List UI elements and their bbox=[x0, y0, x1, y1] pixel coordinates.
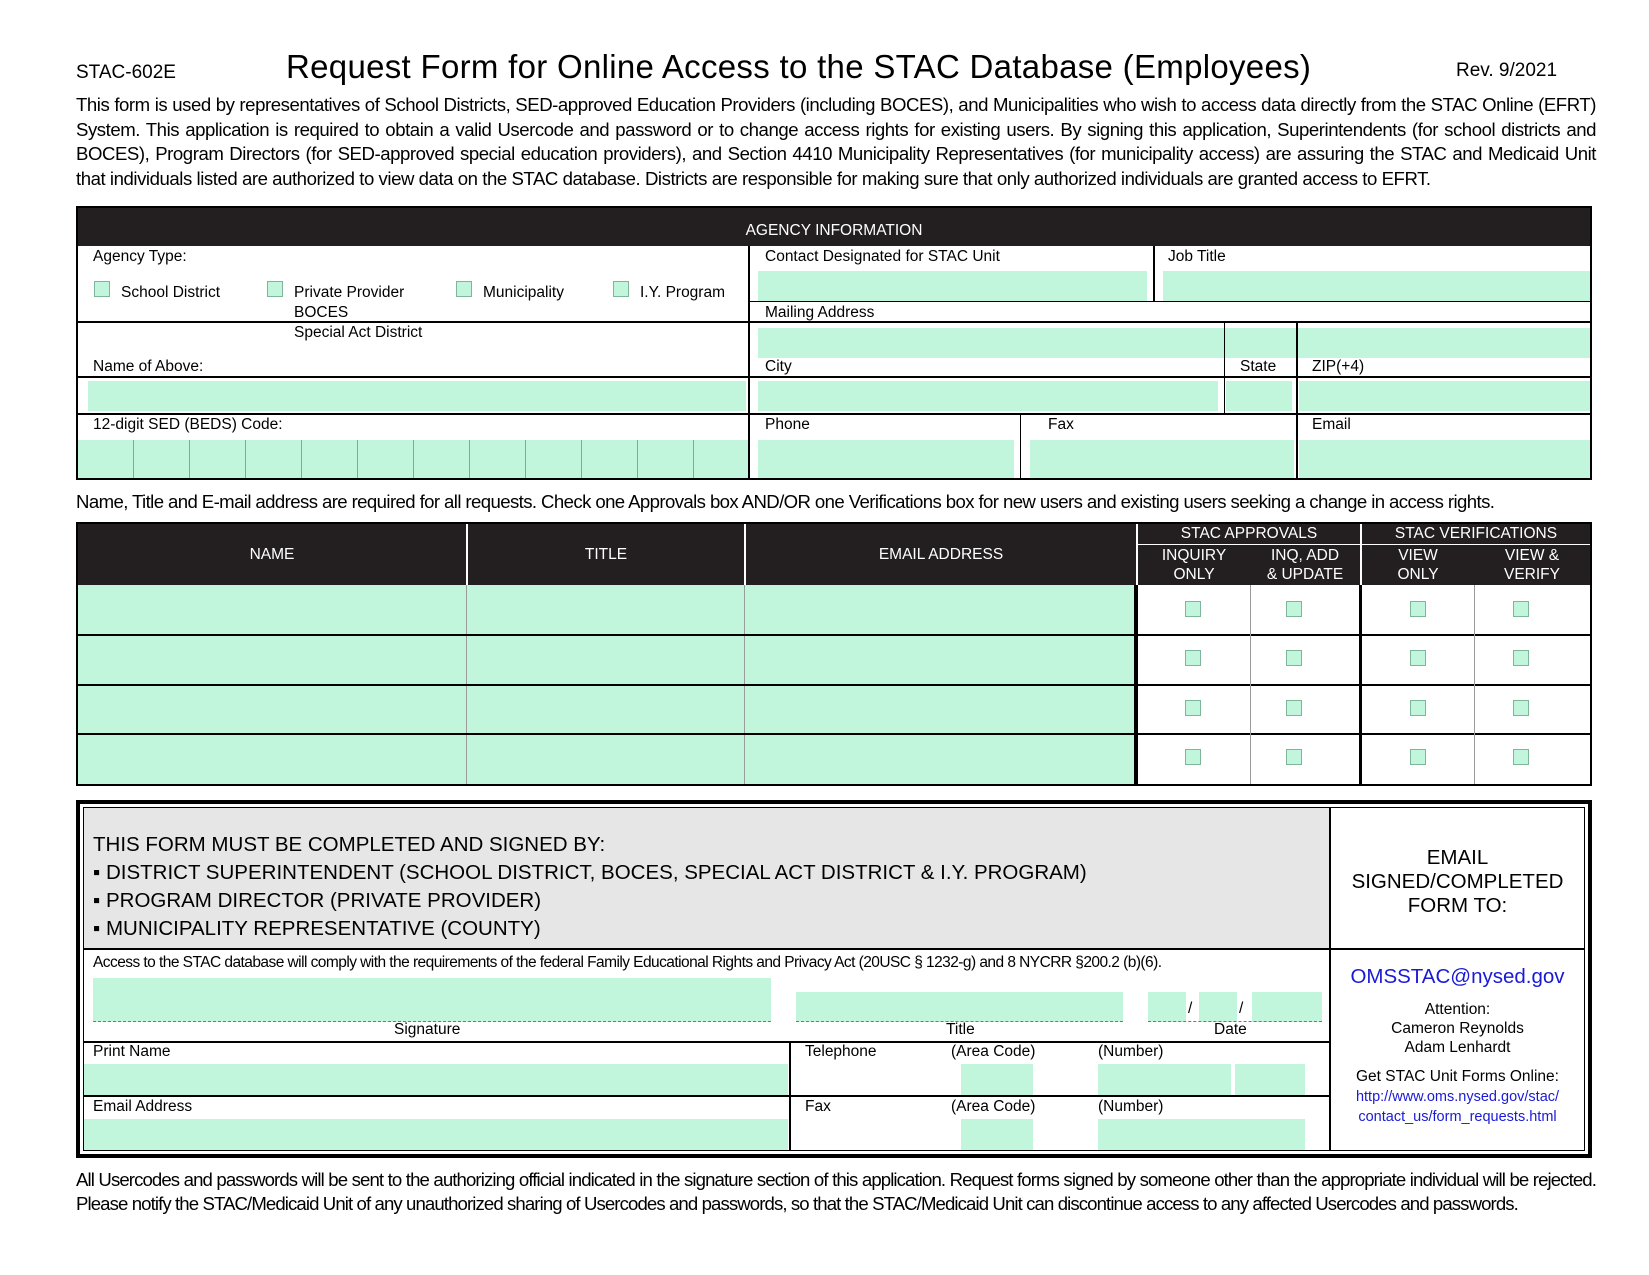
divider bbox=[748, 246, 750, 480]
name-of-above-field[interactable] bbox=[88, 381, 746, 411]
user-name-input[interactable] bbox=[78, 636, 466, 684]
date-day-field[interactable] bbox=[1199, 992, 1237, 1022]
print-name-label: Print Name bbox=[93, 1043, 171, 1060]
date-label: Date bbox=[1214, 1021, 1247, 1038]
job-title-field[interactable] bbox=[1163, 271, 1590, 301]
name-of-above-label: Name of Above: bbox=[93, 358, 204, 375]
col-header-inquiry: INQUIRY ONLY bbox=[1161, 547, 1227, 583]
fax-number-field[interactable] bbox=[1098, 1119, 1305, 1150]
contact-label: Contact Designated for STAC Unit bbox=[765, 248, 1000, 265]
inquiry-only-checkbox[interactable] bbox=[1185, 749, 1201, 765]
telephone-area-code-field[interactable] bbox=[961, 1064, 1033, 1095]
table-row bbox=[78, 585, 1590, 634]
number-label: (Number) bbox=[1098, 1098, 1164, 1115]
col-header-title: TITLE bbox=[584, 546, 628, 563]
user-title-input[interactable] bbox=[467, 636, 744, 684]
user-name-input[interactable] bbox=[78, 686, 466, 733]
user-email-input[interactable] bbox=[745, 585, 1134, 634]
attention-label: Attention: bbox=[1424, 1001, 1491, 1018]
view-verify-checkbox[interactable] bbox=[1513, 749, 1529, 765]
municipality-checkbox[interactable] bbox=[456, 281, 472, 297]
divider bbox=[750, 301, 1590, 302]
divider bbox=[1296, 323, 1298, 478]
signature-section bbox=[76, 800, 1592, 1158]
forms-online-label: Get STAC Unit Forms Online: bbox=[1356, 1068, 1559, 1085]
inq-add-update-checkbox[interactable] bbox=[1286, 650, 1302, 666]
divider bbox=[1020, 415, 1021, 478]
date-year-field[interactable] bbox=[1252, 992, 1322, 1022]
city-field[interactable] bbox=[758, 381, 1218, 411]
intro-paragraph: This form is used by representatives of School Districts, SED-approved Education Providers (including BOCES), and Municipalities who wish to access data directly from the STAC Online (EFRT) System. This application is required to obtain a valid Usercode and password or to change access rights for existing users. By signing this application, Superintendents (for school districts and BOCES), Program Directors (for SED-approved special education providers), and Section 4410 Municipality Representatives (for municipality access) are assuring the STAC and Medicaid Unit that individuals listed are authorized to view data on the STAC database. Districts are responsible for making sure that only authorized individuals are granted access to EFRT. bbox=[76, 94, 1596, 189]
school-district-label: School District bbox=[121, 284, 221, 301]
beds-code-digits[interactable] bbox=[78, 440, 748, 478]
email-to-heading: EMAIL SIGNED/COMPLETED FORM TO: bbox=[1351, 846, 1564, 917]
view-only-checkbox[interactable] bbox=[1410, 700, 1426, 716]
col-header-view-only: VIEW ONLY bbox=[1397, 547, 1439, 583]
fax-field[interactable] bbox=[1030, 440, 1294, 478]
divider bbox=[78, 413, 1590, 415]
table-row bbox=[78, 636, 1590, 684]
view-only-checkbox[interactable] bbox=[1410, 650, 1426, 666]
date-separator: / bbox=[1239, 1000, 1244, 1017]
user-email-input[interactable] bbox=[745, 636, 1134, 684]
divider bbox=[1153, 246, 1155, 302]
contact-field[interactable] bbox=[758, 271, 1147, 301]
user-name-input[interactable] bbox=[78, 585, 466, 634]
private-provider-checkbox[interactable] bbox=[267, 281, 283, 297]
must-sign-heading: THIS FORM MUST BE COMPLETED AND SIGNED BY: bbox=[93, 833, 606, 856]
number-label: (Number) bbox=[1098, 1043, 1164, 1060]
phone-label: Phone bbox=[765, 416, 810, 433]
email-label: Email bbox=[1312, 416, 1351, 433]
form-code: STAC-602E bbox=[76, 62, 176, 83]
view-verify-checkbox[interactable] bbox=[1513, 601, 1529, 617]
phone-field[interactable] bbox=[758, 440, 1014, 478]
form-title: Request Form for Online Access to the STAC Database (Employees) bbox=[286, 48, 1312, 85]
divider bbox=[78, 376, 1590, 378]
zip-label: ZIP(+4) bbox=[1312, 358, 1365, 375]
iy-program-checkbox[interactable] bbox=[613, 281, 629, 297]
forms-url-link[interactable]: http://www.oms.nysed.gov/stac/ contact_us/form_requests.html bbox=[1355, 1089, 1560, 1125]
inquiry-only-checkbox[interactable] bbox=[1185, 601, 1201, 617]
telephone-label: Telephone bbox=[805, 1043, 877, 1060]
agency-information-section bbox=[76, 206, 1592, 480]
zip-field[interactable] bbox=[1299, 381, 1590, 411]
footer-notice: All Usercodes and passwords will be sent to the authorizing official indicated in the signature section of this application. Request forms signed by someone other than the appropriate individual will be rejected. Please notify the STAC/Medicaid Unit of any unauthorized sharing of Usercodes and passwords, so that the STAC/Medicaid Unit can discontinue access to any affected Usercodes and passwords. bbox=[76, 1169, 1596, 1214]
title-label: Title bbox=[946, 1021, 975, 1038]
col-header-name: NAME bbox=[249, 546, 295, 563]
title-field[interactable] bbox=[796, 992, 1123, 1022]
col-header-inq-add: INQ, ADD & UPDATE bbox=[1266, 547, 1344, 583]
divider bbox=[1224, 323, 1225, 413]
area-code-label: (Area Code) bbox=[951, 1098, 1036, 1115]
signer-bullet: ▪ DISTRICT SUPERINTENDENT (SCHOOL DISTRICT, BOCES, SPECIAL ACT DISTRICT & I.Y. PROGRAM) bbox=[93, 861, 1087, 884]
attention-name: Adam Lenhardt bbox=[1404, 1039, 1511, 1056]
user-name-input[interactable] bbox=[78, 735, 466, 784]
signer-email-field[interactable] bbox=[84, 1119, 788, 1150]
view-verify-checkbox[interactable] bbox=[1513, 650, 1529, 666]
school-district-checkbox[interactable] bbox=[94, 281, 110, 297]
table-row bbox=[78, 735, 1590, 784]
state-label: State bbox=[1240, 358, 1277, 375]
email-address-label: Email Address bbox=[93, 1098, 193, 1115]
date-separator: / bbox=[1188, 1000, 1193, 1017]
signer-bullet: ▪ PROGRAM DIRECTOR (PRIVATE PROVIDER) bbox=[93, 889, 542, 912]
view-only-checkbox[interactable] bbox=[1410, 601, 1426, 617]
date-month-field[interactable] bbox=[1148, 992, 1186, 1022]
signature-section-inner bbox=[83, 807, 1585, 1151]
signature-field[interactable] bbox=[93, 978, 771, 1022]
telephone-number-field[interactable] bbox=[1098, 1064, 1231, 1095]
approvals-header: STAC APPROVALS bbox=[1180, 525, 1318, 542]
col-header-email: EMAIL ADDRESS bbox=[878, 546, 1004, 563]
table-row bbox=[78, 686, 1590, 733]
agency-section-title: AGENCY INFORMATION bbox=[745, 222, 923, 239]
user-title-input[interactable] bbox=[467, 686, 744, 733]
state-field[interactable] bbox=[1226, 381, 1292, 411]
inquiry-only-checkbox[interactable] bbox=[1185, 700, 1201, 716]
user-email-input[interactable] bbox=[745, 735, 1134, 784]
mailing-address-label: Mailing Address bbox=[765, 304, 875, 321]
signature-label: Signature bbox=[394, 1021, 461, 1038]
signer-bullet: ▪ MUNICIPALITY REPRESENTATIVE (COUNTY) bbox=[93, 917, 541, 940]
private-provider-label: Private Provider bbox=[294, 284, 405, 301]
attention-name: Cameron Reynolds bbox=[1391, 1020, 1524, 1037]
beds-code-label: 12-digit SED (BEDS) Code: bbox=[93, 416, 283, 433]
verifications-header: STAC VERIFICATIONS bbox=[1394, 525, 1558, 542]
area-code-label: (Area Code) bbox=[951, 1043, 1036, 1060]
job-title-label: Job Title bbox=[1168, 248, 1226, 265]
revision-label: Rev. 9/2021 bbox=[1456, 60, 1558, 81]
inq-add-update-checkbox[interactable] bbox=[1286, 749, 1302, 765]
agency-type-label: Agency Type: bbox=[93, 248, 187, 265]
telephone-extension-field[interactable] bbox=[1235, 1064, 1305, 1095]
city-label: City bbox=[765, 358, 792, 375]
fax-label: Fax bbox=[1048, 416, 1074, 433]
inq-add-update-checkbox[interactable] bbox=[1286, 601, 1302, 617]
user-title-input[interactable] bbox=[467, 735, 744, 784]
iy-program-label: I.Y. Program bbox=[640, 284, 726, 301]
contact-email-link[interactable]: OMSSTAC@nysed.gov bbox=[1350, 965, 1565, 988]
fax-area-code-field[interactable] bbox=[961, 1119, 1033, 1150]
boces-label: BOCES bbox=[294, 304, 349, 321]
requirements-note: Name, Title and E-mail address are required for all requests. Check one Approvals box AND/OR one Verifications box for new users and existing users seeking a change in access rights. bbox=[76, 491, 1495, 512]
email-field[interactable] bbox=[1299, 440, 1590, 478]
user-title-input[interactable] bbox=[467, 585, 744, 634]
print-name-field[interactable] bbox=[84, 1064, 788, 1095]
municipality-label: Municipality bbox=[483, 284, 564, 301]
inq-add-update-checkbox[interactable] bbox=[1286, 700, 1302, 716]
users-table bbox=[76, 522, 1592, 786]
view-only-checkbox[interactable] bbox=[1410, 749, 1426, 765]
mailing-address-field[interactable] bbox=[758, 328, 1590, 358]
user-email-input[interactable] bbox=[745, 686, 1134, 733]
special-act-label: Special Act District bbox=[294, 324, 423, 341]
ferpa-statement: Access to the STAC database will comply with the requirements of the federal Family Educational Rights and Privacy Act (20USC § 1232-g) and 8 NYCRR §200.2 (b)(6). bbox=[93, 954, 1162, 971]
col-header-view-verify: VIEW & VERIFY bbox=[1504, 547, 1560, 583]
inquiry-only-checkbox[interactable] bbox=[1185, 650, 1201, 666]
view-verify-checkbox[interactable] bbox=[1513, 700, 1529, 716]
signer-fax-label: Fax bbox=[805, 1098, 831, 1115]
